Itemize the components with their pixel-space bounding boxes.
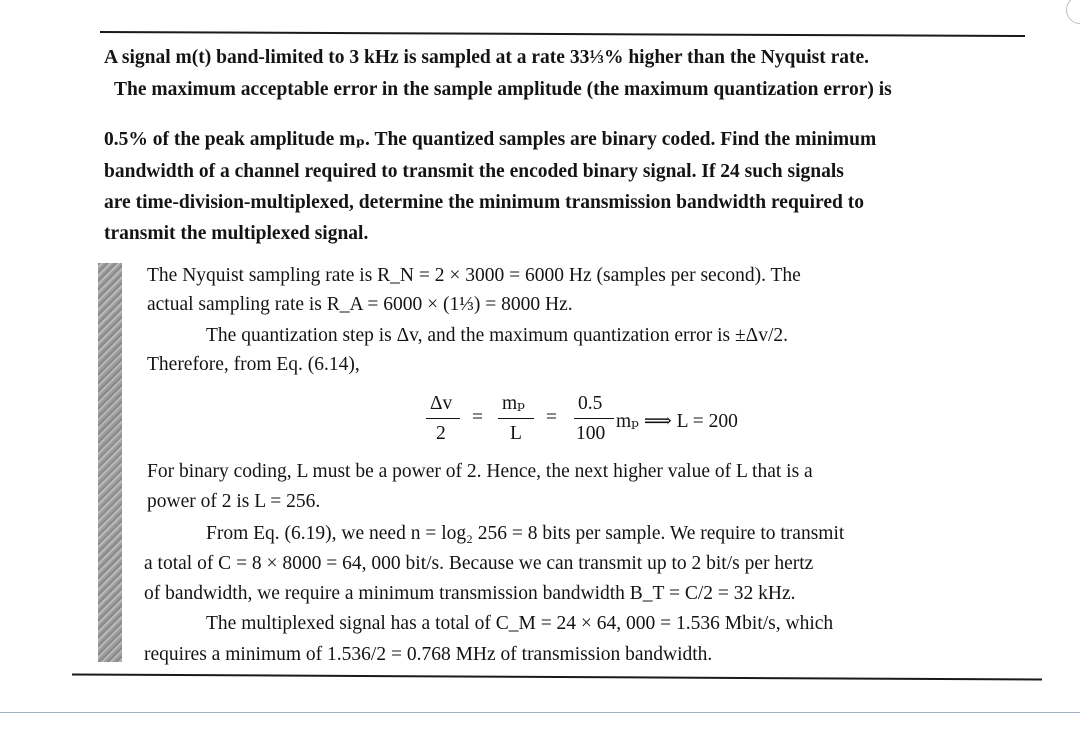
quantization-equation — [420, 390, 840, 460]
solution-line: The quantization step is Δv, and the maximum quantization error is ±Δv/2. — [206, 325, 789, 346]
problem-line: The maximum acceptable error in the sample amplitude (the maximum quantization error) is — [114, 79, 892, 100]
equals-sign: = — [546, 407, 557, 428]
top-rule — [100, 31, 1025, 37]
solution-line: From Eq. (6.19), we need n = log₂ 256 = 8 bits per sample. We require to transmit — [206, 523, 845, 544]
solution-line: a total of C = 8 × 8000 = 64, 000 bit/s. Because we can transmit up to 2 bit/s per hertz — [144, 553, 814, 574]
equation-denominator: 2 — [436, 423, 446, 444]
solution-line: power of 2 is L = 256. — [147, 491, 321, 512]
problem-line: 0.5% of the peak amplitude mₚ. The quantized samples are binary coded. Find the minimum — [104, 129, 877, 150]
problem-line: are time-division-multiplexed, determine the minimum transmission bandwidth required to — [104, 192, 864, 213]
solution-line: actual sampling rate is R_A = 6000 × (1⅓) = 8000 Hz. — [147, 294, 573, 315]
viewer-corner-handle — [1066, 0, 1080, 24]
viewer-frame-edge — [0, 712, 1080, 713]
equation-numerator: Δv — [430, 393, 453, 414]
solution-sidebar-marker — [98, 263, 122, 662]
solution-line: The multiplexed signal has a total of C_M = 24 × 64, 000 = 1.536 Mbit/s, which — [206, 613, 834, 634]
equation-numerator: 0.5 — [578, 393, 603, 414]
equals-sign: = — [472, 407, 483, 428]
equation-denominator: L — [510, 423, 522, 444]
solution-line: Therefore, from Eq. (6.14), — [147, 354, 360, 375]
equation-denominator: 100 — [576, 423, 606, 444]
problem-line: bandwidth of a channel required to transmit the encoded binary signal. If 24 such signals — [104, 161, 844, 182]
equation-tail: mₚ ⟹ L = 200 — [616, 411, 738, 432]
problem-line: A signal m(t) band-limited to 3 kHz is sampled at a rate 33⅓% higher than the Nyquist rate. — [104, 47, 870, 68]
solution-line: For binary coding, L must be a power of 2. Hence, the next higher value of L that is a — [147, 461, 813, 482]
bottom-rule — [72, 673, 1042, 680]
solution-line: of bandwidth, we require a minimum transmission bandwidth B_T = C/2 = 32 kHz. — [144, 583, 796, 604]
solution-line: The Nyquist sampling rate is R_N = 2 × 3000 = 6000 Hz (samples per second). The — [147, 265, 801, 286]
solution-line: requires a minimum of 1.536/2 = 0.768 MHz of transmission bandwidth. — [144, 644, 713, 665]
problem-line: transmit the multiplexed signal. — [104, 223, 369, 244]
equation-numerator: mₚ — [502, 393, 525, 414]
